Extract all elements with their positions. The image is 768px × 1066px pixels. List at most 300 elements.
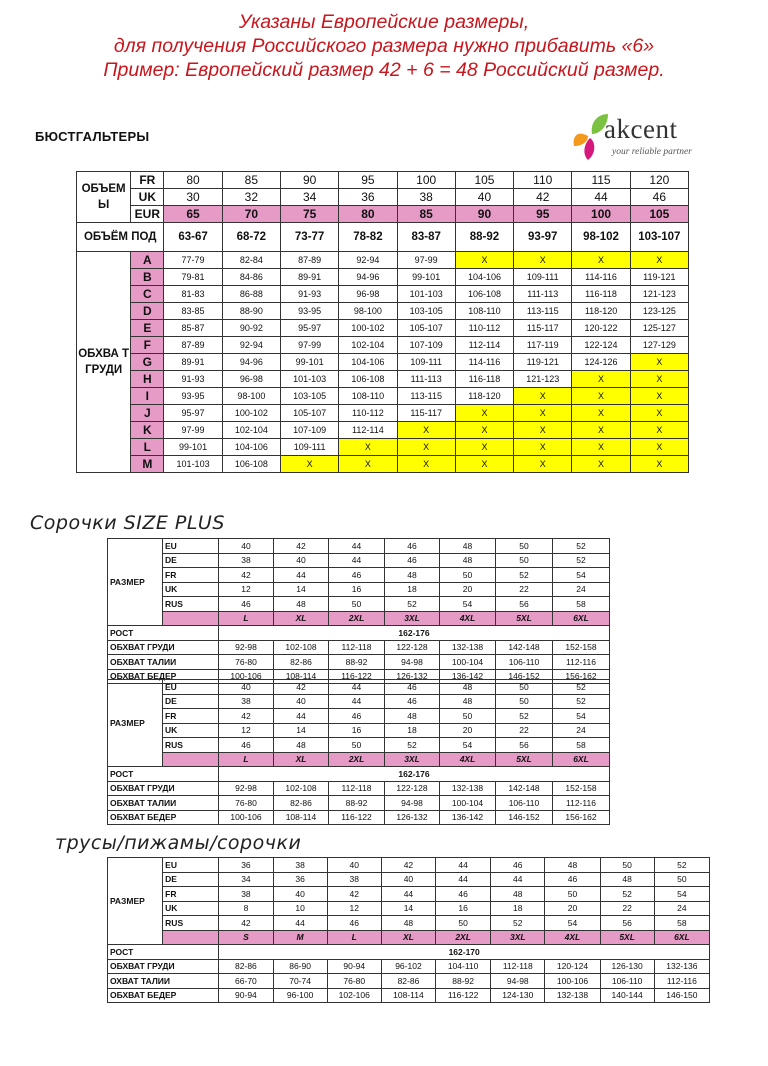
bra-cup-value: X <box>514 439 572 456</box>
bra-system-value: 90 <box>455 206 513 223</box>
measure-label: ОБХВАТ БЕДЕР <box>108 669 219 684</box>
bra-cup-letter: H <box>131 371 164 388</box>
size-system-value: 18 <box>385 582 440 597</box>
measure-value: 100-104 <box>440 655 496 670</box>
size-system-value: 34 <box>219 872 273 887</box>
bra-cup-letter: L <box>131 439 164 456</box>
bra-under-value: 83-87 <box>397 223 455 252</box>
bra-system-name: EUR <box>131 206 164 223</box>
bra-cup-value: X <box>572 252 630 269</box>
bra-system-value: 95 <box>514 206 572 223</box>
size-letter: 5XL <box>600 930 654 945</box>
bra-system-row <box>77 172 689 189</box>
measure-value: 106-110 <box>600 974 654 989</box>
bra-cup-value: 101-103 <box>397 286 455 303</box>
size-letter-row <box>108 611 610 626</box>
bra-cup-value: 116-118 <box>572 286 630 303</box>
size-system-value: 44 <box>274 709 329 724</box>
measure-value: 90-94 <box>327 959 381 974</box>
bra-system-value: 80 <box>164 172 222 189</box>
bra-cup-value: 92-94 <box>222 337 280 354</box>
size-system-value: 50 <box>496 553 553 568</box>
size-system-value: 54 <box>440 738 496 753</box>
bra-cup-value: 123-125 <box>630 303 688 320</box>
bra-cup-row <box>77 320 689 337</box>
bra-cup-value: 106-108 <box>339 371 397 388</box>
bra-under-value: 103-107 <box>630 223 688 252</box>
size-system-value: 42 <box>274 680 329 695</box>
measure-value: 88-92 <box>329 655 385 670</box>
bra-cup-row <box>77 354 689 371</box>
measure-value: 108-114 <box>274 669 329 684</box>
size-system-value: 44 <box>329 539 385 554</box>
size-system-value: 54 <box>553 568 610 583</box>
bra-cup-value: 107-109 <box>280 422 338 439</box>
size-system-value: 52 <box>553 680 610 695</box>
size-system-value: 46 <box>491 858 545 873</box>
size-system-row <box>108 858 710 873</box>
bra-cup-value: 109-111 <box>280 439 338 456</box>
bra-cup-value: 105-107 <box>397 320 455 337</box>
size-system-name: EU <box>163 680 219 695</box>
bra-under-value: 63-67 <box>164 223 222 252</box>
size-system-value: 50 <box>496 539 553 554</box>
measure-value: 82-86 <box>274 655 329 670</box>
bra-cup-value: X <box>572 422 630 439</box>
bra-cup-value: 120-122 <box>572 320 630 337</box>
size-letter: 6XL <box>553 752 610 767</box>
bra-cup-value: X <box>339 439 397 456</box>
size-letter: 2XL <box>329 752 385 767</box>
size-system-row <box>108 582 610 597</box>
size-system-row <box>108 709 610 724</box>
bra-cup-value: 87-89 <box>164 337 222 354</box>
bra-cup-value: X <box>514 388 572 405</box>
measure-value: 90-94 <box>219 988 273 1003</box>
measure-value: 108-114 <box>381 988 435 1003</box>
bra-system-value: 32 <box>222 189 280 206</box>
bra-cup-value: X <box>572 405 630 422</box>
bra-cup-value: 115-117 <box>397 405 455 422</box>
size-system-value: 58 <box>553 597 610 612</box>
bra-system-value: 75 <box>280 206 338 223</box>
measure-value: 132-138 <box>440 781 496 796</box>
size-system-value: 48 <box>440 539 496 554</box>
measure-value: 152-158 <box>553 781 610 796</box>
bra-cup-value: 98-100 <box>339 303 397 320</box>
bra-cup-value: 108-110 <box>455 303 513 320</box>
plus-size-table-2 <box>107 679 610 825</box>
size-system-row <box>108 553 610 568</box>
measure-value: 96-102 <box>381 959 435 974</box>
bra-cup-value: 99-101 <box>164 439 222 456</box>
size-system-name: RUS <box>163 916 219 931</box>
size-label: РАЗМЕР <box>108 858 163 945</box>
measure-value: 132-136 <box>654 959 709 974</box>
size-system-value: 48 <box>385 709 440 724</box>
bra-system-value: 30 <box>164 189 222 206</box>
measure-value: 120-124 <box>545 959 600 974</box>
size-letter-spacer <box>163 930 219 945</box>
measure-row <box>108 655 610 670</box>
size-system-value: 44 <box>381 887 435 902</box>
size-system-value: 50 <box>440 568 496 583</box>
size-system-value: 16 <box>329 723 385 738</box>
measure-value: 108-114 <box>274 810 329 825</box>
bra-cup-value: 95-97 <box>280 320 338 337</box>
bra-cup-value: 91-93 <box>164 371 222 388</box>
measure-label: ОБХВАТ БЕДЕР <box>108 810 219 825</box>
size-system-value: 20 <box>440 723 496 738</box>
size-system-value: 50 <box>654 872 709 887</box>
bra-cup-value: X <box>455 456 513 473</box>
bra-cup-row <box>77 456 689 473</box>
size-system-value: 46 <box>385 680 440 695</box>
bra-cup-value: 104-106 <box>339 354 397 371</box>
size-letter: 3XL <box>385 611 440 626</box>
size-system-value: 46 <box>327 916 381 931</box>
bra-system-value: 36 <box>339 189 397 206</box>
bra-system-row <box>77 189 689 206</box>
bra-cup-value: 105-107 <box>280 405 338 422</box>
bra-cup-value: 104-106 <box>222 439 280 456</box>
bra-system-value: 100 <box>397 172 455 189</box>
measure-value: 146-152 <box>496 810 553 825</box>
bra-cup-value: 102-104 <box>339 337 397 354</box>
size-system-value: 24 <box>654 901 709 916</box>
size-letter-row <box>108 752 610 767</box>
bra-system-name: FR <box>131 172 164 189</box>
measure-label: ОБХВАТ ГРУДИ <box>108 781 219 796</box>
size-system-row <box>108 568 610 583</box>
bra-system-value: 70 <box>222 206 280 223</box>
bra-cup-value: 103-105 <box>280 388 338 405</box>
size-system-value: 46 <box>219 738 274 753</box>
bra-system-value: 44 <box>572 189 630 206</box>
size-system-row <box>108 539 610 554</box>
size-system-row <box>108 597 610 612</box>
height-label: РОСТ <box>108 945 219 960</box>
bra-section-title: БЮСТГАЛЬТЕРЫ <box>35 129 150 144</box>
size-system-value: 46 <box>219 597 274 612</box>
size-system-row <box>108 887 710 902</box>
measure-value: 82-86 <box>381 974 435 989</box>
size-system-value: 18 <box>385 723 440 738</box>
size-system-value: 38 <box>219 887 273 902</box>
bra-cup-value: 119-121 <box>630 269 688 286</box>
bra-cup-value: 99-101 <box>280 354 338 371</box>
size-system-value: 44 <box>329 680 385 695</box>
bra-under-value: 88-92 <box>455 223 513 252</box>
size-system-row <box>108 723 610 738</box>
bra-cup-value: 121-123 <box>630 286 688 303</box>
size-system-value: 42 <box>219 916 273 931</box>
bra-cup-letter: I <box>131 388 164 405</box>
measure-value: 76-80 <box>219 655 274 670</box>
bra-cup-value: 113-115 <box>514 303 572 320</box>
bra-system-value: 100 <box>572 206 630 223</box>
bra-cup-row <box>77 337 689 354</box>
measure-value: 136-142 <box>440 810 496 825</box>
bra-cup-value: 113-115 <box>397 388 455 405</box>
measure-value: 86-90 <box>273 959 327 974</box>
size-system-value: 52 <box>553 539 610 554</box>
size-system-value: 8 <box>219 901 273 916</box>
bra-cup-value: 112-114 <box>455 337 513 354</box>
plus-size-table-1 <box>107 538 610 684</box>
size-system-value: 52 <box>553 694 610 709</box>
size-system-value: 48 <box>600 872 654 887</box>
size-system-value: 14 <box>274 723 329 738</box>
size-system-value: 48 <box>274 738 329 753</box>
size-system-value: 52 <box>385 738 440 753</box>
measure-value: 94-98 <box>491 974 545 989</box>
bra-cup-value: 92-94 <box>339 252 397 269</box>
bra-cup-value: 125-127 <box>630 320 688 337</box>
size-system-value: 42 <box>219 709 274 724</box>
size-system-row <box>108 694 610 709</box>
measure-value: 156-162 <box>553 669 610 684</box>
size-system-value: 48 <box>274 597 329 612</box>
underwear-size-table <box>107 857 710 1003</box>
size-system-row <box>108 872 710 887</box>
size-system-name: FR <box>163 709 219 724</box>
bra-cup-value: 101-103 <box>280 371 338 388</box>
size-system-value: 48 <box>440 694 496 709</box>
size-letter: XL <box>274 752 329 767</box>
bra-cup-value: X <box>397 439 455 456</box>
size-system-value: 44 <box>436 872 491 887</box>
size-system-row <box>108 738 610 753</box>
measure-label: ОБХВАТ ТАЛИИ <box>108 655 219 670</box>
size-system-value: 40 <box>273 887 327 902</box>
size-system-value: 50 <box>600 858 654 873</box>
size-system-value: 52 <box>654 858 709 873</box>
size-system-value: 46 <box>385 539 440 554</box>
size-system-value: 22 <box>496 723 553 738</box>
measure-value: 100-106 <box>219 810 274 825</box>
size-system-value: 44 <box>274 568 329 583</box>
bra-under-value: 93-97 <box>514 223 572 252</box>
size-system-value: 48 <box>440 680 496 695</box>
size-system-value: 58 <box>654 916 709 931</box>
bra-cup-value: 122-124 <box>572 337 630 354</box>
bra-cup-value: X <box>572 371 630 388</box>
size-system-value: 14 <box>381 901 435 916</box>
logo-brand: akcent <box>604 114 678 144</box>
bra-cup-value: X <box>455 422 513 439</box>
size-system-value: 56 <box>496 597 553 612</box>
size-label: РАЗМЕР <box>108 680 163 767</box>
bra-cup-value: 127-129 <box>630 337 688 354</box>
measure-value: 104-110 <box>436 959 491 974</box>
bra-cup-letter: K <box>131 422 164 439</box>
bra-cup-value: 107-109 <box>397 337 455 354</box>
size-letter: 6XL <box>553 611 610 626</box>
akcent-logo <box>570 112 720 167</box>
size-letter-spacer <box>163 611 219 626</box>
bra-cup-row <box>77 388 689 405</box>
size-system-value: 20 <box>545 901 600 916</box>
bra-cup-value: 81-83 <box>164 286 222 303</box>
size-system-row <box>108 680 610 695</box>
bra-cup-letter: B <box>131 269 164 286</box>
bra-system-value: 42 <box>514 189 572 206</box>
size-system-value: 54 <box>545 916 600 931</box>
measure-value: 112-118 <box>329 781 385 796</box>
size-system-value: 46 <box>436 887 491 902</box>
bra-system-value: 46 <box>630 189 688 206</box>
bra-cup-value: 108-110 <box>339 388 397 405</box>
size-letter: 5XL <box>496 752 553 767</box>
size-letter: L <box>219 752 274 767</box>
bra-cup-value: 93-95 <box>164 388 222 405</box>
size-system-name: DE <box>163 553 219 568</box>
measure-value: 82-86 <box>219 959 273 974</box>
measure-value: 82-86 <box>274 796 329 811</box>
bra-cup-value: 89-91 <box>164 354 222 371</box>
size-system-name: EU <box>163 539 219 554</box>
bra-cup-value: X <box>630 422 688 439</box>
size-system-name: DE <box>163 694 219 709</box>
size-system-value: 22 <box>496 582 553 597</box>
size-system-value: 36 <box>273 872 327 887</box>
bra-cup-row <box>77 371 689 388</box>
size-letter: L <box>219 611 274 626</box>
size-system-value: 56 <box>496 738 553 753</box>
size-system-value: 54 <box>654 887 709 902</box>
measure-row <box>108 974 710 989</box>
header-line-3: Пример: Европейский размер 42 + 6 = 48 Российский размер. <box>103 59 665 81</box>
bra-system-value: 105 <box>630 206 688 223</box>
bra-cup-value: 112-114 <box>339 422 397 439</box>
measure-value: 122-128 <box>385 640 440 655</box>
size-system-value: 48 <box>491 887 545 902</box>
measure-value: 112-116 <box>553 796 610 811</box>
size-system-value: 40 <box>381 872 435 887</box>
size-letter: 5XL <box>496 611 553 626</box>
bra-cup-value: 111-113 <box>514 286 572 303</box>
size-letter: S <box>219 930 273 945</box>
size-system-value: 44 <box>436 858 491 873</box>
size-system-name: DE <box>163 872 219 887</box>
bra-cup-value: 100-102 <box>222 405 280 422</box>
measure-value: 102-108 <box>274 640 329 655</box>
measure-value: 142-148 <box>496 640 553 655</box>
size-system-value: 50 <box>496 680 553 695</box>
bra-cup-value: X <box>630 371 688 388</box>
size-system-value: 52 <box>385 597 440 612</box>
bra-cup-value: 90-92 <box>222 320 280 337</box>
size-system-name: RUS <box>163 738 219 753</box>
size-system-value: 50 <box>545 887 600 902</box>
bra-system-value: 105 <box>455 172 513 189</box>
measure-value: 70-74 <box>273 974 327 989</box>
size-system-value: 56 <box>600 916 654 931</box>
size-system-value: 44 <box>491 872 545 887</box>
size-system-value: 50 <box>329 597 385 612</box>
bra-cup-value: 84-86 <box>222 269 280 286</box>
size-system-name: UK <box>163 582 219 597</box>
bra-cup-value: 88-90 <box>222 303 280 320</box>
bra-cup-value: 98-100 <box>222 388 280 405</box>
size-system-value: 38 <box>219 553 274 568</box>
bra-system-value: 90 <box>280 172 338 189</box>
size-system-value: 50 <box>440 709 496 724</box>
bra-cup-letter: J <box>131 405 164 422</box>
bra-cup-value: X <box>455 405 513 422</box>
bra-under-value: 98-102 <box>572 223 630 252</box>
measure-value: 102-108 <box>274 781 329 796</box>
size-letter: 6XL <box>654 930 709 945</box>
bra-cup-row <box>77 269 689 286</box>
bra-cup-row <box>77 303 689 320</box>
underwear-section-title: трусы/пижамы/сорочки <box>55 832 302 854</box>
bra-cup-value: 118-120 <box>572 303 630 320</box>
measure-label: ОБХВАТ ГРУДИ <box>108 959 219 974</box>
bra-cup-value: 100-102 <box>339 320 397 337</box>
measure-row <box>108 796 610 811</box>
bra-system-value: 85 <box>222 172 280 189</box>
bra-cup-value: 97-99 <box>280 337 338 354</box>
bra-cup-value: X <box>630 388 688 405</box>
measure-value: 112-116 <box>654 974 709 989</box>
bra-cup-value: 119-121 <box>514 354 572 371</box>
bra-cup-row <box>77 252 689 269</box>
bra-cup-row <box>77 439 689 456</box>
bra-cup-value: X <box>339 456 397 473</box>
size-system-value: 48 <box>545 858 600 873</box>
bra-cup-value: 91-93 <box>280 286 338 303</box>
bra-cup-value: 96-98 <box>339 286 397 303</box>
measure-value: 156-162 <box>553 810 610 825</box>
bra-cup-value: 104-106 <box>455 269 513 286</box>
size-system-value: 40 <box>327 858 381 873</box>
measure-value: 88-92 <box>329 796 385 811</box>
bra-cup-letter: E <box>131 320 164 337</box>
bra-cup-row <box>77 286 689 303</box>
measure-value: 152-158 <box>553 640 610 655</box>
measure-value: 102-106 <box>327 988 381 1003</box>
measure-label: ОБХВАТ ТАЛИИ <box>108 796 219 811</box>
bra-cup-value: X <box>397 422 455 439</box>
size-system-value: 24 <box>553 723 610 738</box>
bra-under-value: 73-77 <box>280 223 338 252</box>
bra-cup-value: 94-96 <box>222 354 280 371</box>
measure-row <box>108 988 710 1003</box>
size-system-value: 38 <box>219 694 274 709</box>
size-system-value: 36 <box>219 858 273 873</box>
size-system-value: 18 <box>491 901 545 916</box>
height-value: 162-176 <box>219 767 610 782</box>
measure-value: 116-122 <box>329 810 385 825</box>
bra-cup-value: 97-99 <box>397 252 455 269</box>
measure-value: 94-98 <box>385 796 440 811</box>
measure-value: 92-98 <box>219 640 274 655</box>
bra-bust-label: ОБХВА Т ГРУДИ <box>77 252 131 473</box>
bra-cup-value: 110-112 <box>339 405 397 422</box>
size-system-value: 50 <box>496 694 553 709</box>
size-system-value: 42 <box>219 568 274 583</box>
size-system-value: 48 <box>385 568 440 583</box>
size-system-value: 12 <box>219 723 274 738</box>
measure-value: 112-116 <box>553 655 610 670</box>
size-system-value: 52 <box>496 568 553 583</box>
measure-value: 112-118 <box>329 640 385 655</box>
bra-cup-value: 82-84 <box>222 252 280 269</box>
bra-cup-value: 110-112 <box>455 320 513 337</box>
size-system-value: 38 <box>273 858 327 873</box>
